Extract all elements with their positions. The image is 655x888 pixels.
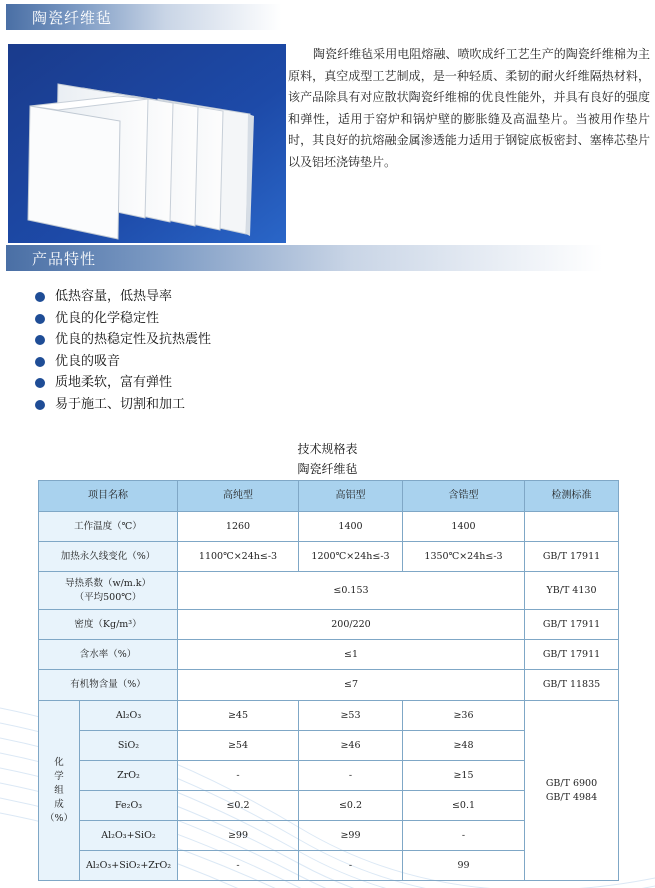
bullet-icon bbox=[35, 378, 45, 388]
product-title: 陶瓷纤维毡 bbox=[32, 9, 113, 27]
product-title-bar bbox=[6, 4, 296, 30]
chem-label: 化 学 组 成 （%） bbox=[39, 701, 80, 881]
table-row: 密度（Kg/m³） 200/220 GB/T 17911 bbox=[39, 610, 619, 640]
table-subtitle: 陶瓷纤维毡 bbox=[297, 462, 358, 476]
bullet-icon bbox=[35, 335, 45, 345]
table-row: Al₂O₃+SiO₂ ≥99 ≥99 - bbox=[39, 821, 619, 851]
header-item-name: 项目名称 bbox=[39, 481, 178, 512]
feature-item: 易于施工、切割和加工 bbox=[35, 394, 211, 416]
bullet-icon bbox=[35, 292, 45, 302]
table-row: 化 学 组 成 （%） Al₂O₃ ≥45 ≥53 ≥36 GB/T 6900 GB/T 4984 bbox=[39, 701, 619, 731]
table-row: ZrO₂ - - ≥15 bbox=[39, 761, 619, 791]
feature-item: 优良的化学稳定性 bbox=[35, 308, 211, 330]
chem-standard: GB/T 6900 GB/T 4984 bbox=[525, 701, 619, 881]
bullet-icon bbox=[35, 314, 45, 324]
header-zirconia: 含锆型 bbox=[403, 481, 525, 512]
feature-item: 优良的吸音 bbox=[35, 351, 211, 373]
table-row: Al₂O₃+SiO₂+ZrO₂ - - 99 bbox=[39, 851, 619, 881]
feature-item: 优良的热稳定性及抗热震性 bbox=[35, 329, 211, 351]
table-row: 含水率（%） ≤1 GB/T 17911 bbox=[39, 640, 619, 670]
table-row: 加热永久线变化（%） 1100℃×24h≤-3 1200℃×24h≤-3 1350℃×24h≤-3 GB/T 17911 bbox=[39, 542, 619, 572]
bullet-icon bbox=[35, 357, 45, 367]
table-row: SiO₂ ≥54 ≥46 ≥48 bbox=[39, 731, 619, 761]
spec-table bbox=[38, 480, 619, 881]
product-image bbox=[8, 44, 286, 243]
header-high-purity: 高纯型 bbox=[178, 481, 299, 512]
table-row: Fe₂O₃ ≤0.2 ≤0.2 ≤0.1 bbox=[39, 791, 619, 821]
bullet-icon bbox=[35, 400, 45, 410]
table-row: 工作温度（℃） 1260 1400 1400 bbox=[39, 512, 619, 542]
feature-item: 质地柔软，富有弹性 bbox=[35, 372, 211, 394]
table-row: 导热系数（w/m.k） （平均500℃） ≤0.153 YB/T 4130 bbox=[39, 572, 619, 610]
feature-item: 低热容量，低热导率 bbox=[35, 286, 211, 308]
header-test-standard: 检测标准 bbox=[525, 481, 619, 512]
features-title: 产品特性 bbox=[32, 250, 97, 268]
table-title: 技术规格表 bbox=[297, 442, 358, 456]
table-header-row bbox=[39, 481, 619, 512]
features-list bbox=[35, 286, 211, 415]
header-high-alumina: 高铝型 bbox=[299, 481, 403, 512]
table-row: 有机物含量（%） ≤7 GB/T 11835 bbox=[39, 670, 619, 701]
features-title-bar bbox=[6, 245, 634, 271]
intro-paragraph: 陶瓷纤维毡采用电阻熔融、喷吹成纤工艺生产的陶瓷纤维棉为主原料，真空成型工艺制成，是一种轻质、柔韧的耐火纤维隔热材料，该产品除具有对应散状陶瓷纤维棉的优良性能外，并具有良好的强度和弹性，适用于窑炉和锅炉壁的膨胀缝及高温垫片。当被用作垫片时，其良好的抗熔融金属渗透能力适用于钢锭底板密封、塞棒芯垫片以及铝坯浇铸垫片。 bbox=[288, 47, 650, 169]
